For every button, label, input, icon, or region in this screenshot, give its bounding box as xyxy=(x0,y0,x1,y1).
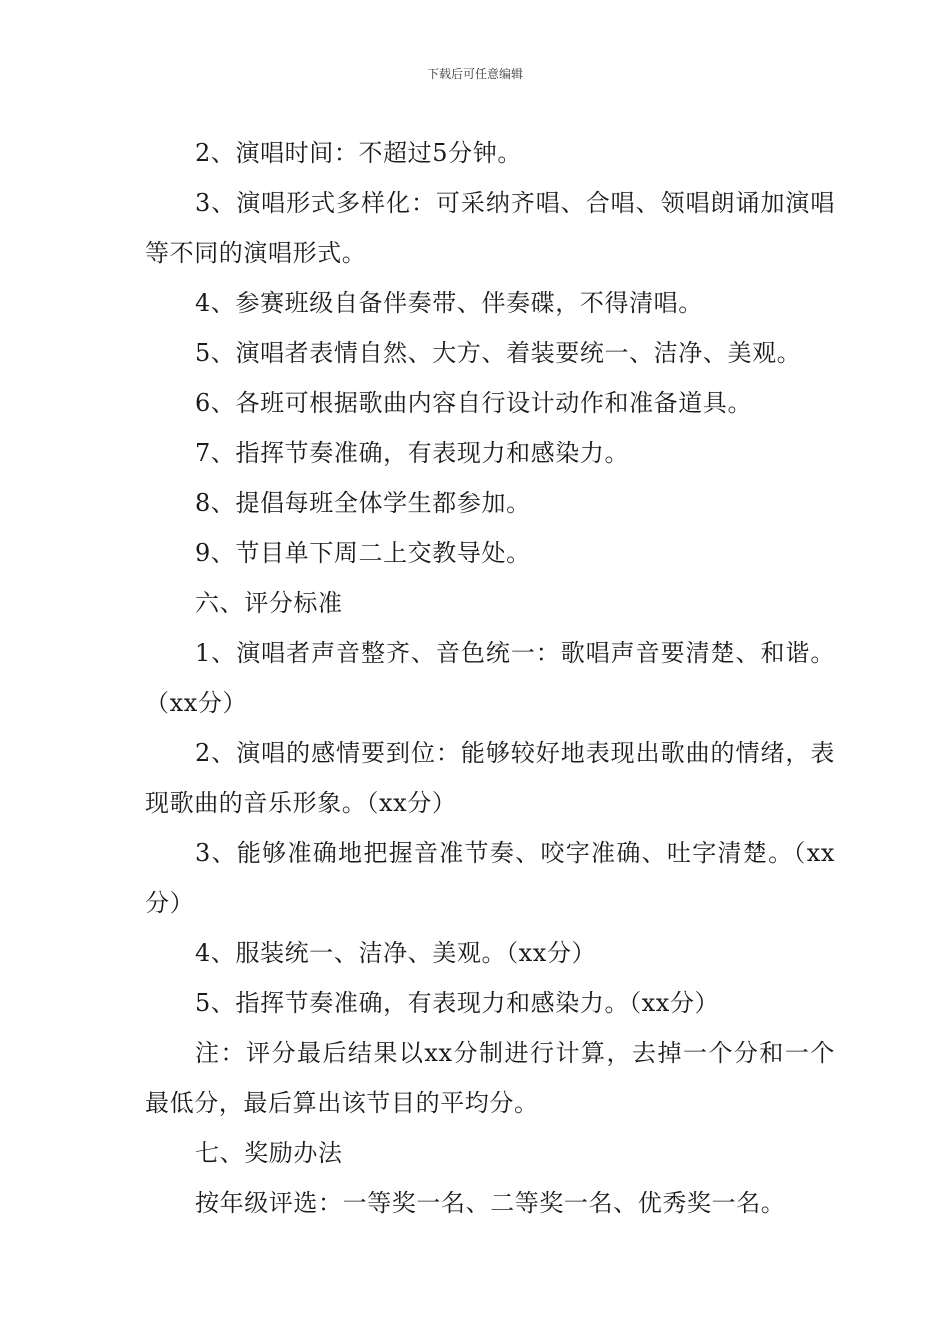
section-heading-awards: 七、奖励办法 xyxy=(195,1139,343,1167)
scoring-item-4: 4、服装统一、洁净、美观。（xx分） xyxy=(195,939,597,967)
rule-item-6: 6、各班可根据歌曲内容自行设计动作和准备道具。 xyxy=(195,389,753,417)
scoring-note: 注：评分最后结果以xx分制进行计算，去掉一个分和一个最低分，最后算出该节目的平均分。 xyxy=(145,1039,835,1117)
section-heading-scoring: 六、评分标准 xyxy=(195,589,343,617)
page-header: 下载后可任意编辑 xyxy=(426,67,523,81)
rule-item-2: 2、演唱时间：不超过5分钟。 xyxy=(195,139,522,167)
document-body xyxy=(145,128,835,1228)
scoring-item-5: 5、指挥节奏准确，有表现力和感染力。（xx分） xyxy=(195,989,720,1017)
awards-text: 按年级评选：一等奖一名、二等奖一名、优秀奖一名。 xyxy=(195,1189,786,1217)
rule-item-7: 7、指挥节奏准确，有表现力和感染力。 xyxy=(195,439,630,467)
scoring-item-2: 2、演唱的感情要到位：能够较好地表现出歌曲的情绪，表现歌曲的音乐形象。（xx分） xyxy=(145,739,835,817)
rule-item-3: 3、演唱形式多样化：可采纳齐唱、合唱、领唱朗诵加演唱等不同的演唱形式。 xyxy=(145,189,835,267)
scoring-item-1: 1、演唱者声音整齐、音色统一：歌唱声音要清楚、和谐。（xx分） xyxy=(145,639,835,717)
scoring-item-3: 3、能够准确地把握音准节奏、咬字准确、吐字清楚。（xx分） xyxy=(145,839,835,917)
rule-item-9: 9、节目单下周二上交教导处。 xyxy=(195,539,531,567)
rule-item-4: 4、参赛班级自备伴奏带、伴奏碟，不得清唱。 xyxy=(195,289,703,317)
rule-item-5: 5、演唱者表情自然、大方、着装要统一、洁净、美观。 xyxy=(195,339,802,367)
rule-item-8: 8、提倡每班全体学生都参加。 xyxy=(195,489,531,517)
